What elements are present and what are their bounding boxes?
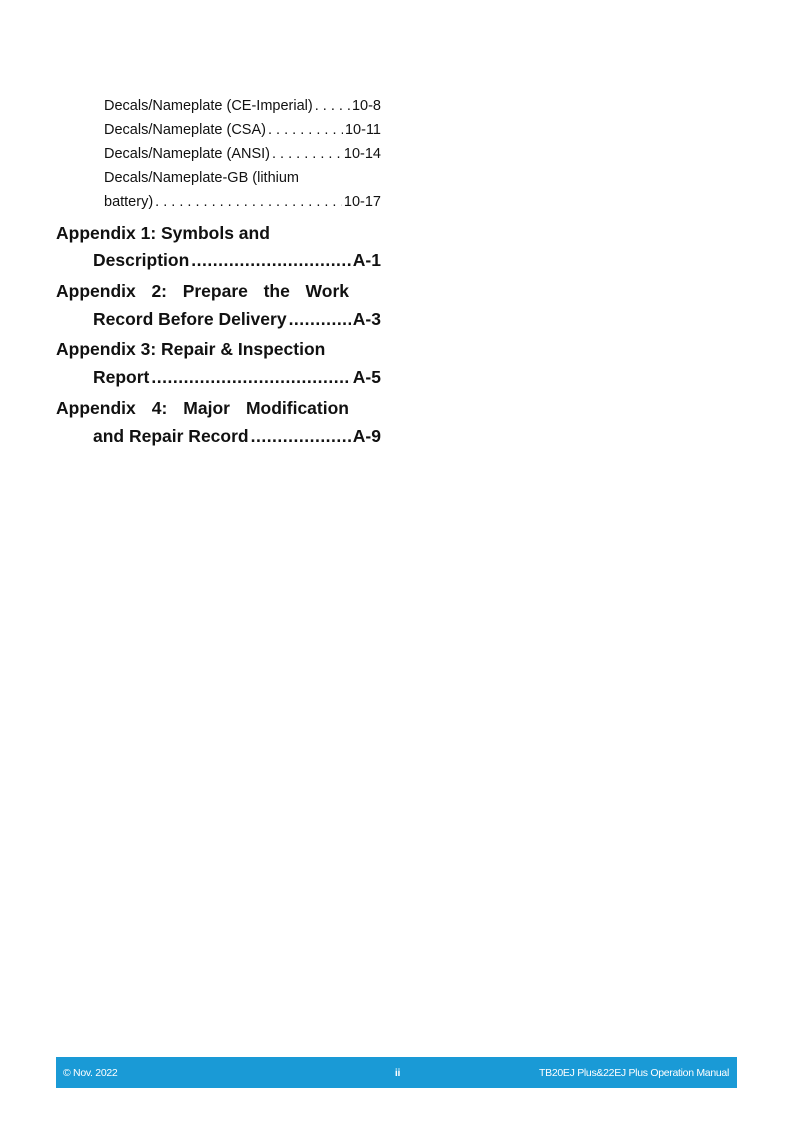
appendix-page: A-3 <box>352 309 381 329</box>
appendix-word: the <box>263 281 290 301</box>
appendix-word: Prepare <box>182 281 248 301</box>
appendix-4-title <box>56 397 349 419</box>
appendix-word: Major <box>183 398 230 418</box>
toc-entry-page: 10-14 <box>343 146 381 162</box>
appendix-word: 2: <box>151 281 167 301</box>
toc-leader-dots <box>151 366 350 388</box>
toc-entry-label: Decals/Nameplate-GB (lithium <box>104 170 300 186</box>
appendix-word: Work <box>305 281 349 301</box>
toc-entry-label: Decals/Nameplate (CSA) <box>104 122 266 138</box>
footer-manual-title: TB20EJ Plus&22EJ Plus Operation Manual <box>539 1067 729 1079</box>
toc-entry <box>104 193 381 211</box>
toc-entry-line1 <box>104 169 381 187</box>
footer-page-number: ii <box>394 1067 401 1079</box>
appendix-word: Appendix <box>56 281 136 301</box>
toc-leader-dots <box>268 121 343 139</box>
toc-entry-label: battery) <box>104 194 154 210</box>
toc-entry <box>104 145 381 163</box>
appendix-label: and Repair Record <box>93 426 249 446</box>
toc-entry-label: Decals/Nameplate (CE-Imperial) <box>104 98 313 114</box>
appendix-label: Report <box>93 367 150 387</box>
footer-copyright: © Nov. 2022 <box>63 1067 118 1079</box>
toc-entry <box>104 121 381 139</box>
toc-leader-dots <box>155 193 342 211</box>
appendix-page: A-9 <box>352 426 381 446</box>
appendix-label: Record Before Delivery <box>93 309 287 329</box>
appendix-word: Modification <box>245 398 349 418</box>
toc-entry-page: 10-11 <box>344 122 381 138</box>
appendix-page: A-1 <box>352 250 381 270</box>
appendix-4-entry <box>93 425 381 447</box>
appendix-word: 4: <box>151 398 168 418</box>
toc-leader-dots <box>272 145 342 163</box>
toc-entry-label: Decals/Nameplate (ANSI) <box>104 146 270 162</box>
appendix-3-title: Appendix 3: Repair & Inspection <box>56 339 326 359</box>
appendix-page: A-5 <box>352 367 381 387</box>
appendix-3-entry <box>93 366 381 388</box>
toc-entry-page: 10-17 <box>343 194 381 210</box>
page-footer <box>56 1057 737 1088</box>
appendix-2-entry <box>93 308 381 330</box>
toc-entry <box>104 97 381 115</box>
appendix-2-title <box>56 280 349 302</box>
appendix-word: Appendix <box>56 398 136 418</box>
toc-leader-dots <box>315 97 350 115</box>
appendix-1-entry <box>93 249 381 271</box>
appendix-label: Description <box>93 250 190 270</box>
toc-leader-dots <box>191 249 351 271</box>
toc-entry-page: 10-8 <box>351 98 381 114</box>
toc-leader-dots <box>251 425 351 447</box>
appendix-1-title: Appendix 1: Symbols and <box>56 223 270 243</box>
toc-leader-dots <box>289 308 351 330</box>
